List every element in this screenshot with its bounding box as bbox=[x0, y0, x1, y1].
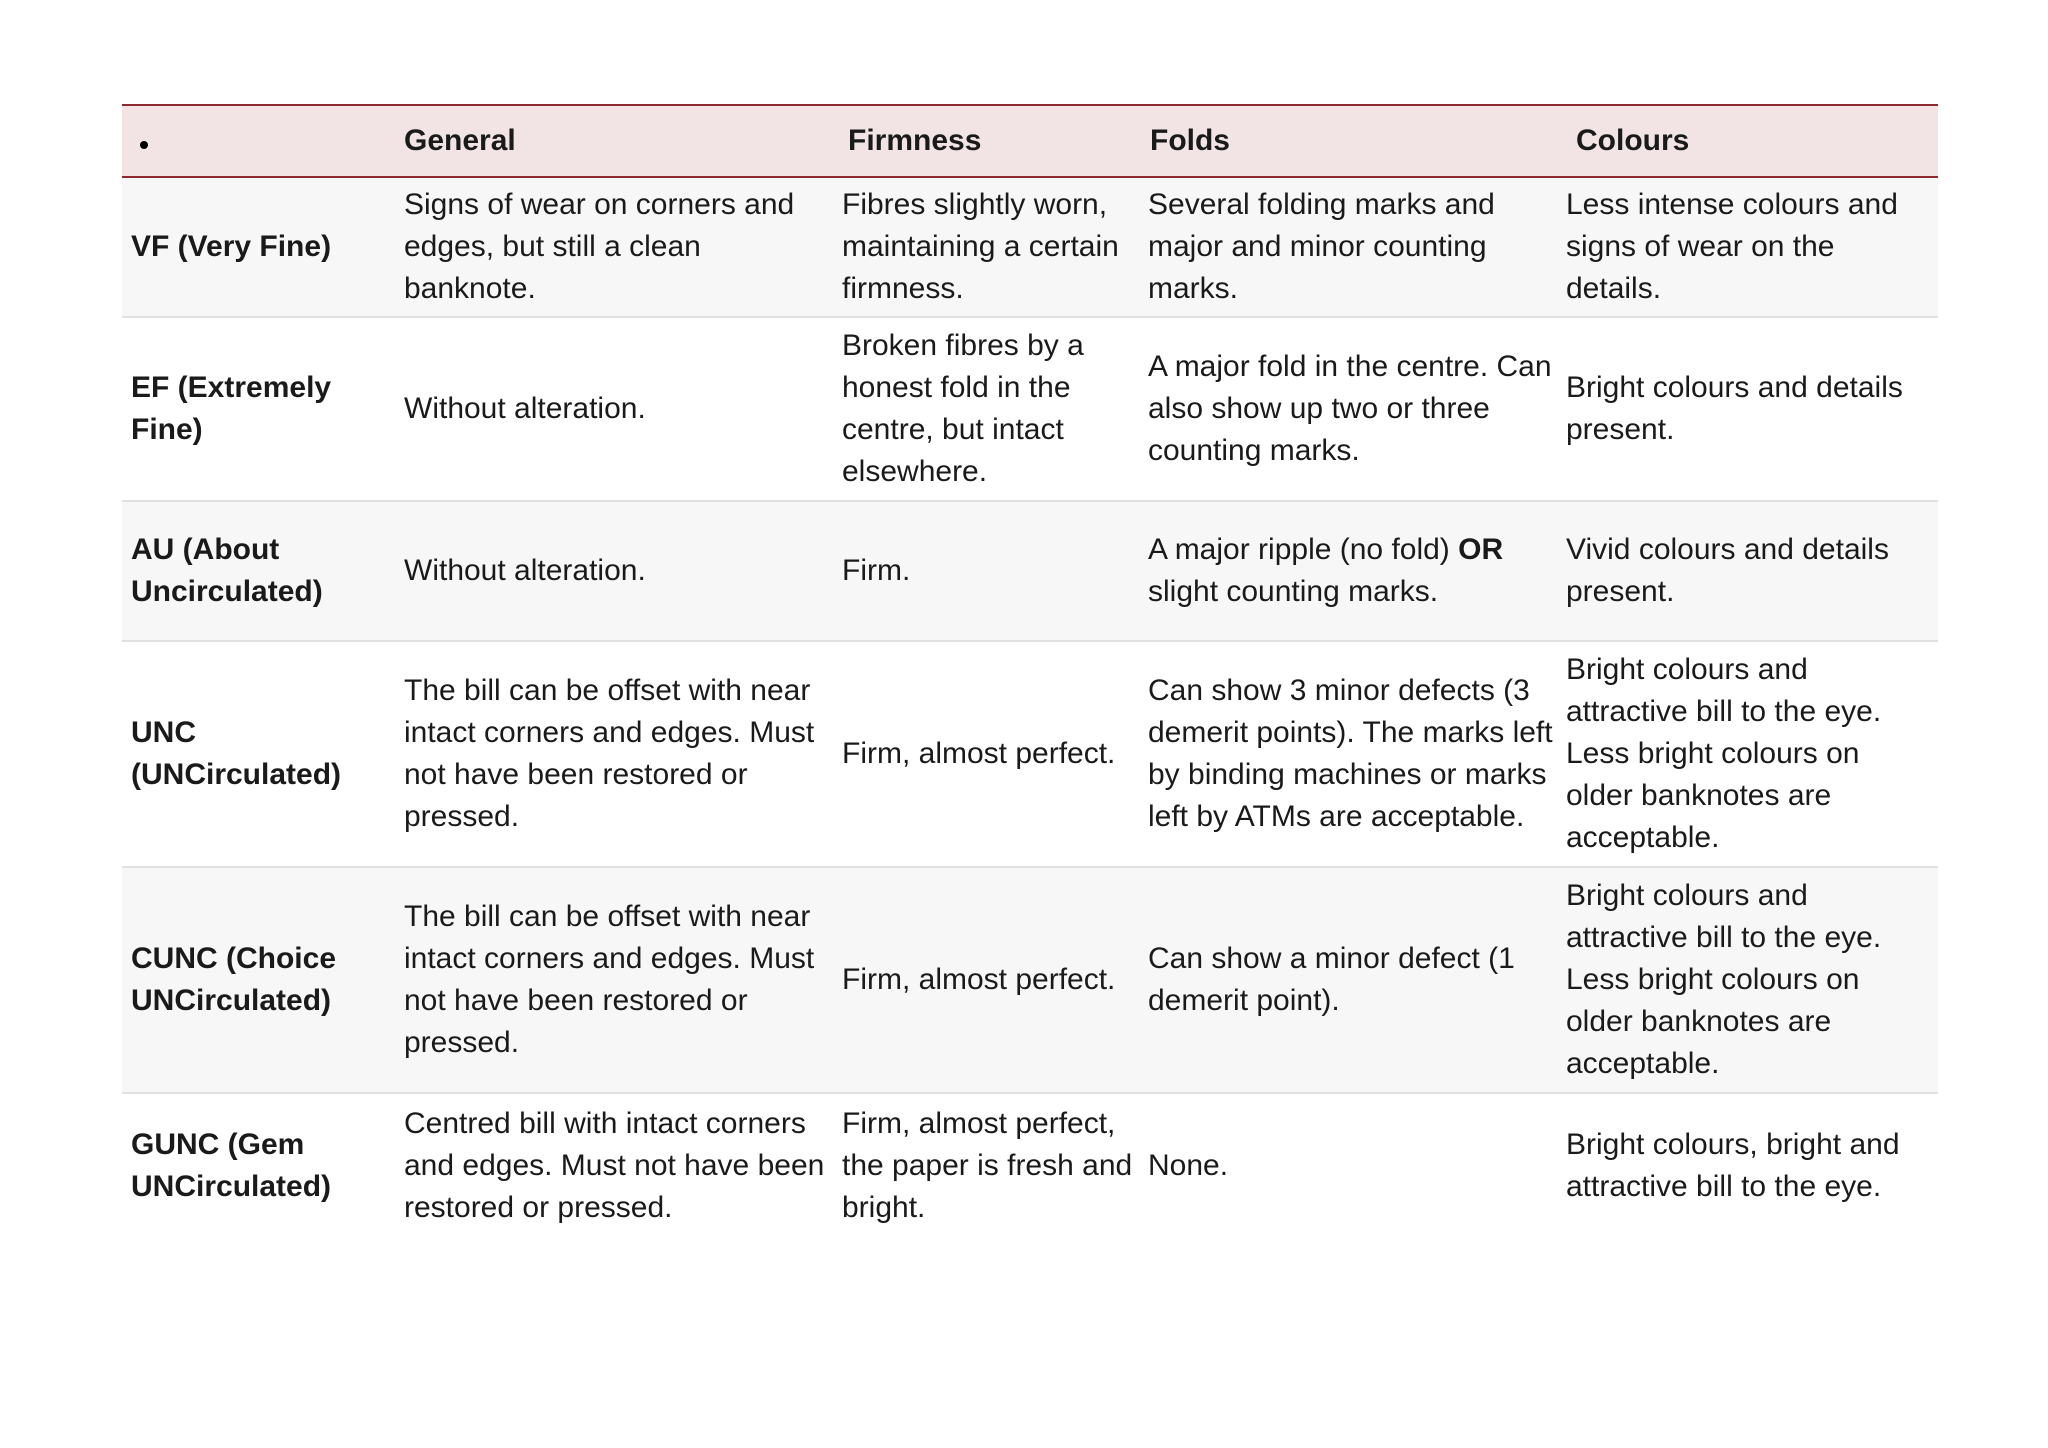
firmness-cell: Firm, almost perfect, the paper is fresh and bright. bbox=[842, 1106, 1133, 1224]
colours-cell: Less intense colours and signs of wear on the details. bbox=[1566, 188, 1898, 305]
folds-text-emphasis: OR bbox=[1458, 533, 1504, 566]
grade-cell: GUNC (Gem UNCirculated) bbox=[131, 1127, 332, 1203]
table-row-au bbox=[122, 501, 1938, 641]
bullet-icon bbox=[140, 141, 148, 149]
grade-cell: CUNC (Choice UNCirculated) bbox=[131, 942, 337, 1017]
general-cell: The bill can be offset with near intact corners and edges. Must not have been restored or pressed. bbox=[404, 674, 815, 833]
header-grade-bullet bbox=[122, 105, 394, 177]
folds-text-pre: A major ripple (no fold) bbox=[1148, 533, 1459, 566]
folds-cell: None. bbox=[1148, 1148, 1229, 1182]
general-cell: The bill can be offset with near intact corners and edges. Must not have been restored or pressed. bbox=[404, 900, 815, 1059]
firmness-cell: Firm, almost perfect. bbox=[842, 963, 1116, 996]
grade-cell: UNC (UNCirculated) bbox=[131, 716, 342, 791]
banknote-grading-table bbox=[122, 104, 1938, 1237]
table-body bbox=[122, 177, 1938, 1237]
general-cell: Centred bill with intact corners and edges. Must not have been restored or pressed. bbox=[404, 1106, 825, 1224]
general-cell: Signs of wear on corners and edges, but still a clean banknote. bbox=[404, 188, 795, 305]
folds-cell bbox=[1140, 501, 1560, 641]
folds-cell: Can show a minor defect (1 demerit point). bbox=[1148, 942, 1515, 1017]
colours-cell: Vivid colours and details present. bbox=[1566, 533, 1889, 608]
folds-cell: A major fold in the centre. Can also show up two or three counting marks. bbox=[1148, 350, 1552, 467]
folds-text-post: slight counting marks. bbox=[1148, 575, 1439, 608]
folds-cell: Can show 3 minor defects (3 demerit points). The marks left by binding machines or marks left by ATMs are acceptable. bbox=[1148, 674, 1553, 833]
general-cell: Without alteration. bbox=[404, 392, 646, 425]
table-header bbox=[122, 105, 1938, 177]
folds-cell: Several folding marks and major and minor counting marks. bbox=[1148, 188, 1495, 305]
table-row-gunc bbox=[122, 1093, 1938, 1237]
header-colours: Colours bbox=[1576, 124, 1690, 157]
header-folds: Folds bbox=[1150, 124, 1230, 157]
colours-cell: Bright colours and details present. bbox=[1566, 371, 1903, 446]
firmness-cell: Fibres slightly worn, maintaining a certain firmness. bbox=[842, 188, 1119, 305]
grade-cell: EF (Extremely Fine) bbox=[131, 371, 332, 446]
colours-cell: Bright colours and attractive bill to the eye. Less bright colours on older banknotes are acceptable. bbox=[1566, 879, 1882, 1080]
header-row bbox=[122, 105, 1938, 177]
firmness-cell: Broken fibres by a honest fold in the centre, but intact elsewhere. bbox=[842, 329, 1084, 488]
table-row-unc bbox=[122, 641, 1938, 867]
header-general: General bbox=[404, 124, 516, 157]
firmness-cell: Firm. bbox=[842, 554, 911, 587]
grade-cell: VF (Very Fine) bbox=[131, 230, 332, 263]
table-row-cunc bbox=[122, 867, 1938, 1093]
table-row-ef bbox=[122, 317, 1938, 501]
table-row-vf bbox=[122, 177, 1938, 317]
colours-cell: Bright colours, bright and attractive bill to the eye. bbox=[1566, 1127, 1900, 1203]
firmness-cell: Firm, almost perfect. bbox=[842, 737, 1116, 770]
general-cell: Without alteration. bbox=[404, 554, 646, 587]
colours-cell: Bright colours and attractive bill to the eye. Less bright colours on older banknotes are acceptable. bbox=[1566, 653, 1882, 854]
grade-cell: AU (About Uncirculated) bbox=[131, 533, 323, 608]
header-firmness: Firmness bbox=[848, 124, 982, 157]
